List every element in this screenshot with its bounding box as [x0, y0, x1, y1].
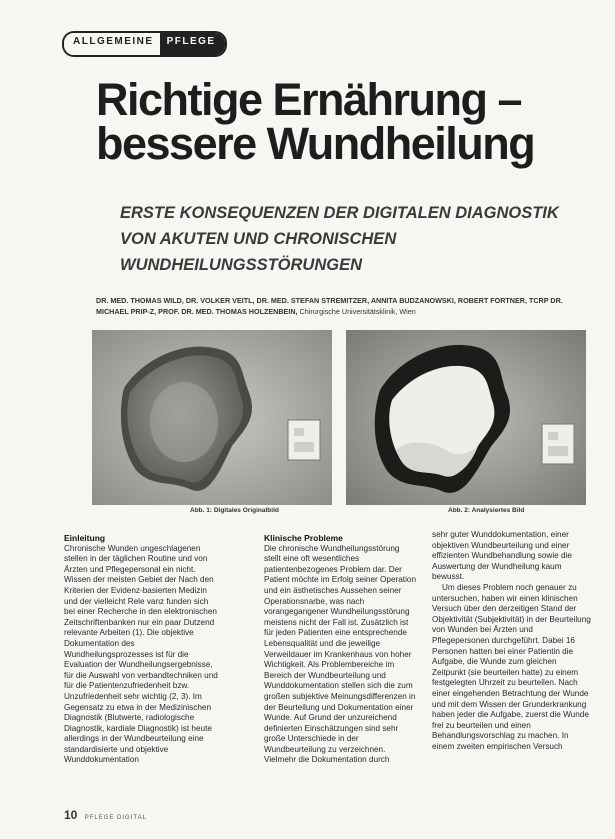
figure-caption: Abb. 2: Analysiertes Bild — [448, 507, 525, 514]
category-badge — [62, 31, 227, 57]
page-number: 10 — [64, 808, 78, 822]
author-list — [96, 295, 576, 317]
body-text: sehr guter Wunddokumentation, einer objektiven Wundbeurteilung und einer effizienten Wundbehandlung sowie die Auswertung der Wundheilung kaum bewusst. — [432, 530, 572, 582]
text-column-3 — [432, 530, 592, 752]
body-text: Chronische Wunden ungeschlagenen stellen in der täglichen Routine und von Ärzten und Pflegepersonal ein nicht. Wissen der meisten Gebiet der Nach den Kriterien der Evidenz-basierten Medizin und der vielleicht Rele vanz funden sich bei einer Recherche in den elektronischen Zeitschriftenbanken nur ein paar Dutzend relevante Arbeiten (1). Die objektive Dokumentation des Wundheilungsprozesses ist für die Evaluation der Wundheilungsergebnisse, für die Auswahl von verbandtechniken und für die Patientenzufriedenheit bzw. Unzufriedenheit sehr wichtig (2, 3). Im Gegensatz zu etwa in der Medizinischen Diagnostik (Blutwerte, radiologische Diagnostik, kardiale Diagnostik) ist heute allerdings in der Wundbeurteilung eine standardisierte und objektive Wunddokumentation — [64, 543, 218, 765]
text-column-2 — [264, 533, 418, 766]
figure-caption: Abb. 1: Digitales Originalbild — [190, 507, 279, 514]
author-names: DR. MED. THOMAS WILD, DR. VOLKER VEITL, DR. MED. STEFAN STREMITZER, ANNITA BUDZANOWSKI, ROBERT FORTNER, TCRP DR. MICHAEL PRIP-Z, PROF. DR. MED. THOMAS HOLZENBEIN, — [96, 296, 563, 316]
section-heading: Klinische Probleme — [264, 533, 343, 543]
text-column-1 — [64, 533, 218, 766]
figure-analysed-image — [346, 330, 586, 505]
author-affiliation: Chirurgische Universitätsklinik, Wien — [299, 307, 416, 316]
article-subtitle: ERSTE KONSEQUENZEN DER DIGITALEN DIAGNOSTIK VON AKUTEN UND CHRONISCHEN WUNDHEILUNGSSTÖRUNGEN — [120, 204, 559, 274]
magazine-name: PFLEGE DIGITAL — [84, 815, 147, 821]
section-heading: Einleitung — [64, 533, 106, 543]
body-text: Um dieses Problem noch genauer zu untersuchen, haben wir einen klinischen Versuch über den derzeitigen Stand der Objektivität (Subjektivität) in der Beurteilung von Wunden bei Ärzten und Pflegepersonen durchgeführt. Dabei 16 Personen hatten bei einer Patientin die Aufgabe, die Wunde zum gleichen Zeitpunkt (sie beurteilen hatte) zu einem festgelegten Uhrzeit zu beurteilen. Nach einer eingehenden Betrachtung der Wunde und mit dem Wissen der Grunderkrankung haben jeder die Aufgabe, zuerst die Wunde frei zu beurteilen und einen Behandlungsvorschlag zu machen. In einem zweiten empirischen Versuch — [432, 582, 591, 751]
category-primary: ALLGEMEINE — [64, 33, 160, 55]
article-title: Richtige Ernährung – bessere Wundheilung — [96, 74, 535, 169]
page-footer — [64, 808, 147, 822]
category-secondary: PFLEGE — [160, 33, 225, 55]
wound-photo-original — [92, 330, 332, 505]
figure-original-image — [92, 330, 332, 505]
wound-photo-analysed — [346, 330, 586, 505]
body-text: Die chronische Wundheilungsstörung stellt eine oft wesentliches patientenbezogenes Problem dar. Der Patient möchte im Erfolg seiner Operation und ein ästhetisches Aussehen seiner Operationsnarbe, was nach vorangegangener Wundheilungsstörung meistens nicht der Fall ist. Zusätzlich ist für jeden Patienten eine entsprechende Lebensqualität und die jeweilige Verweildauer im Krankenhaus von hoher Wichtigkeit. Als Problembereiche im Bereich der Wundbeurteilung und Wunddokumentation stellen sich die zum großen subjektive Meinungsdifferenzen in der Beurteilung und Dokumentation einer Wunde. Auf Grund der unzureichend definierten Einschätzungen sind sehr große Unterschiede in der Wundbeurteilung zu verzeichnen. Vielmehr die Dokumentation durch — [264, 543, 416, 765]
